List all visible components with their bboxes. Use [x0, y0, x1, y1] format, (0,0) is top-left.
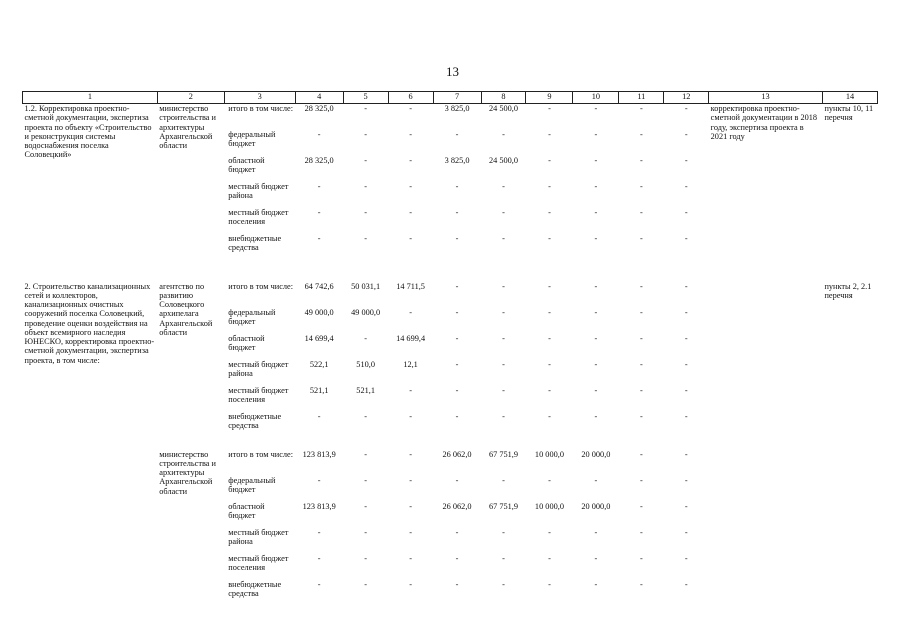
amount-cell: - [317, 411, 321, 421]
amount-cell: 50 031,1 [351, 281, 381, 291]
amount-cell: - [548, 333, 551, 343]
table-header [23, 92, 878, 104]
responsible-agency: министерство строительства и архитектуры Архангельской области [159, 104, 216, 151]
amount-cell: - [684, 181, 688, 191]
amount-cell: - [502, 579, 505, 589]
amount-cell: - [502, 207, 505, 217]
amount-cell: 20 000,0 [581, 501, 611, 511]
column-header-12: 12 [664, 92, 709, 104]
amount-cell: - [594, 411, 598, 421]
amount-cell: - [502, 527, 505, 537]
amount-cell: - [684, 385, 688, 395]
amount-cell: 67 751,9 [488, 449, 519, 459]
amount-cell: - [639, 579, 643, 589]
amount-cell: - [684, 579, 688, 589]
column-header-13: 13 [709, 92, 823, 104]
column-header-1: 1 [23, 92, 158, 104]
funding-source: итого в том числе: [228, 281, 294, 291]
amount-cell: - [502, 181, 505, 191]
amount-cell: - [639, 475, 643, 485]
funding-source: итого в том числе: [228, 104, 294, 113]
block-spacer [23, 442, 878, 450]
amount-cell: - [594, 385, 598, 395]
amount-cell: - [639, 233, 643, 243]
amount-cell: - [594, 129, 598, 139]
funding-source: местный бюджет района [228, 527, 289, 546]
funding-source: местный бюджет района [228, 359, 289, 378]
amount-cell: 28 325,0 [304, 155, 334, 165]
amount-cell: - [455, 207, 459, 217]
amount-cell: - [594, 104, 598, 113]
amount-cell: - [594, 233, 598, 243]
amount-cell: 49 000,0 [304, 307, 334, 317]
amount-cell: - [455, 307, 459, 317]
amount-cell: - [548, 281, 551, 291]
amount-cell: - [317, 579, 321, 589]
amount-cell: - [455, 129, 459, 139]
amount-cell: - [684, 359, 688, 369]
responsible-agency: министерство строительства и архитектуры Архангельской области [159, 449, 216, 496]
amount-cell: 26 062,0 [442, 449, 472, 459]
amount-cell: - [684, 281, 688, 291]
amount-cell: - [364, 553, 368, 563]
amount-cell: - [317, 233, 321, 243]
amount-cell: - [364, 475, 368, 485]
amount-cell: - [364, 181, 368, 191]
amount-cell: - [317, 207, 321, 217]
amount-cell: - [409, 385, 412, 395]
amount-cell: - [502, 475, 505, 485]
amount-cell: - [364, 501, 368, 511]
amount-cell: - [639, 155, 643, 165]
amount-cell: - [364, 129, 368, 139]
amount-cell: - [684, 527, 688, 537]
result-note [709, 282, 823, 442]
amount-cell: - [548, 307, 551, 317]
column-header-14: 14 [822, 92, 877, 104]
amount-cell: - [502, 359, 505, 369]
amount-cell: - [548, 475, 551, 485]
amount-cell: - [502, 333, 505, 343]
funding-source: областной бюджет [228, 333, 265, 352]
funding-source: внебюджетные средства [228, 233, 282, 252]
amount-cell: - [409, 411, 412, 421]
amount-cell: 20 000,0 [581, 449, 611, 459]
funding-source: внебюджетные средства [228, 579, 282, 598]
column-header-2: 2 [157, 92, 224, 104]
amount-cell: 3 825,0 [444, 104, 470, 113]
amount-cell: 10 000,0 [534, 501, 564, 511]
amount-cell: - [639, 181, 643, 191]
amount-cell: 26 062,0 [442, 501, 472, 511]
amount-cell: 521,1 [356, 385, 375, 395]
table-body [23, 104, 878, 610]
amount-cell: - [502, 281, 505, 291]
amount-cell: - [548, 155, 551, 165]
amount-cell: - [364, 155, 368, 165]
amount-cell: - [548, 553, 551, 563]
amount-cell: 64 742,6 [304, 281, 334, 291]
amount-cell: - [455, 411, 459, 421]
list-reference [822, 450, 877, 610]
amount-cell: 49 000,0 [351, 307, 381, 317]
funding-source: местный бюджет поселения [228, 207, 289, 226]
measure-description: 2. Строительство канализационных сетей и коллекторов, канализационных очистных сооружений поселка Соловецкий, проведение оценки воздействия на объект всемирного наследия ЮНЕСКО, корректировка проектно-сметной документации, экспертиза проекта, в том числе: [24, 281, 155, 365]
column-header-7: 7 [433, 92, 481, 104]
funding-source: внебюджетные средства [228, 411, 282, 430]
amount-cell: - [455, 553, 459, 563]
funding-source: областной бюджет [228, 155, 265, 174]
amount-cell: - [639, 281, 643, 291]
amount-cell: - [684, 233, 688, 243]
spacer-cell [23, 264, 878, 282]
funding-table [22, 91, 878, 610]
funding-source: федеральный бюджет [228, 475, 276, 494]
amount-cell: 14 711,5 [396, 281, 425, 291]
amount-cell: - [317, 129, 321, 139]
amount-cell: - [594, 579, 598, 589]
amount-cell: - [639, 527, 643, 537]
amount-cell: - [364, 411, 368, 421]
amount-cell: - [639, 411, 643, 421]
amount-cell: - [409, 579, 412, 589]
amount-cell: - [639, 449, 643, 459]
amount-cell: 12,1 [403, 359, 418, 369]
amount-cell: 123 813,9 [302, 501, 336, 511]
amount-cell: - [594, 307, 598, 317]
amount-cell: - [317, 553, 321, 563]
amount-cell: - [594, 281, 598, 291]
amount-cell: - [409, 449, 412, 459]
amount-cell: - [639, 333, 643, 343]
amount-cell: - [548, 579, 551, 589]
amount-cell: - [317, 181, 321, 191]
amount-cell: - [684, 553, 688, 563]
amount-cell: - [455, 527, 459, 537]
amount-cell: - [594, 181, 598, 191]
amount-cell: - [548, 129, 551, 139]
responsible-agency: агентство по развитию Соловецкого архипелага Архангельской области [159, 281, 213, 337]
amount-cell: - [502, 233, 505, 243]
column-header-5: 5 [343, 92, 388, 104]
amount-cell: - [364, 449, 368, 459]
amount-cell: - [364, 104, 368, 113]
funding-source: итого в том числе: [228, 449, 294, 459]
amount-cell: 28 325,0 [304, 104, 334, 113]
column-header-9: 9 [526, 92, 573, 104]
funding-source: местный бюджет поселения [228, 553, 289, 572]
amount-cell: 3 825,0 [444, 155, 470, 165]
amount-cell: 24 500,0 [488, 104, 519, 113]
amount-cell: - [364, 527, 368, 537]
amount-cell: 521,1 [309, 385, 329, 395]
amount-cell: - [364, 579, 368, 589]
amount-cell: - [684, 333, 688, 343]
amount-cell: - [502, 553, 505, 563]
amount-cell: - [409, 155, 412, 165]
funding-source: областной бюджет [228, 501, 265, 520]
amount-cell: - [548, 411, 551, 421]
amount-cell: - [409, 527, 412, 537]
block-spacer [23, 264, 878, 282]
amount-cell: - [684, 307, 688, 317]
spacer-cell [23, 442, 878, 450]
amount-cell: - [639, 207, 643, 217]
amount-cell: 14 699,4 [396, 333, 426, 343]
amount-cell: - [548, 359, 551, 369]
amount-cell: - [317, 475, 321, 485]
amount-cell: - [594, 155, 598, 165]
amount-cell: - [455, 233, 459, 243]
amount-cell: - [684, 207, 688, 217]
amount-cell: - [409, 129, 412, 139]
amount-cell: - [639, 385, 643, 395]
amount-cell: - [684, 155, 688, 165]
amount-cell: - [409, 181, 412, 191]
amount-cell: - [409, 207, 412, 217]
column-header-3: 3 [224, 92, 295, 104]
amount-cell: - [455, 359, 459, 369]
amount-cell: - [548, 104, 551, 113]
table-row [23, 282, 878, 308]
table-row [23, 104, 878, 130]
amount-cell: - [548, 527, 551, 537]
amount-cell: - [594, 553, 598, 563]
amount-cell: - [502, 307, 505, 317]
amount-cell: - [639, 501, 643, 511]
amount-cell: - [455, 475, 459, 485]
amount-cell: 67 751,9 [488, 501, 519, 511]
amount-cell: - [409, 501, 412, 511]
funding-source: местный бюджет района [228, 181, 289, 200]
amount-cell: - [684, 501, 688, 511]
amount-cell: - [502, 129, 505, 139]
amount-cell: - [594, 475, 598, 485]
amount-cell: 10 000,0 [534, 449, 564, 459]
amount-cell: - [455, 281, 459, 291]
amount-cell: - [364, 207, 368, 217]
list-reference: пункты 10, 11 перечня [824, 104, 874, 123]
amount-cell: - [639, 359, 643, 369]
amount-cell: - [409, 553, 412, 563]
amount-cell: - [502, 411, 505, 421]
column-header-6: 6 [388, 92, 433, 104]
page-number: 13 [446, 64, 459, 79]
amount-cell: 510,0 [356, 359, 375, 369]
result-note [709, 450, 823, 610]
amount-cell: - [455, 579, 459, 589]
column-header-10: 10 [573, 92, 619, 104]
amount-cell: - [548, 385, 551, 395]
amount-cell: - [317, 527, 321, 537]
amount-cell: - [639, 307, 643, 317]
amount-cell: - [639, 553, 643, 563]
amount-cell: - [548, 207, 551, 217]
amount-cell: - [594, 527, 598, 537]
amount-cell: - [684, 449, 688, 459]
measure-description [23, 450, 158, 610]
amount-cell: - [684, 129, 688, 139]
amount-cell: - [409, 475, 412, 485]
amount-cell: - [684, 104, 688, 113]
amount-cell: - [594, 359, 598, 369]
amount-cell: - [409, 104, 412, 113]
table-row [23, 450, 878, 476]
amount-cell: - [594, 207, 598, 217]
amount-cell: 123 813,9 [302, 449, 336, 459]
amount-cell: - [639, 129, 643, 139]
amount-cell: - [455, 181, 459, 191]
column-header-11: 11 [619, 92, 664, 104]
amount-cell: - [594, 333, 598, 343]
result-note: корректировка проектно-сметной документации в 2018 году, экспертиза проекта в 2021 году [710, 104, 818, 141]
column-header-8: 8 [481, 92, 526, 104]
amount-cell: - [548, 233, 551, 243]
amount-cell: 522,1 [309, 359, 329, 369]
amount-cell: - [455, 333, 459, 343]
amount-cell: - [364, 333, 368, 343]
amount-cell: - [455, 385, 459, 395]
amount-cell: - [409, 307, 412, 317]
amount-cell: 14 699,4 [304, 333, 334, 343]
funding-source: федеральный бюджет [228, 307, 276, 326]
funding-source: федеральный бюджет [228, 129, 276, 148]
amount-cell: - [502, 385, 505, 395]
amount-cell: - [364, 233, 368, 243]
amount-cell: - [639, 104, 643, 113]
measure-description: 1.2. Корректировка проектно-сметной документации, экспертиза проекта по объекту «Строительство и реконструкция системы водоснабжения поселка Соловецкий» [24, 104, 152, 160]
funding-source: местный бюджет поселения [228, 385, 289, 404]
column-header-4: 4 [295, 92, 343, 104]
amount-cell: - [409, 233, 412, 243]
amount-cell: 24 500,0 [488, 155, 519, 165]
list-reference: пункты 2, 2.1 перечня [824, 281, 872, 300]
amount-cell: - [548, 181, 551, 191]
amount-cell: - [684, 411, 688, 421]
amount-cell: - [684, 475, 688, 485]
